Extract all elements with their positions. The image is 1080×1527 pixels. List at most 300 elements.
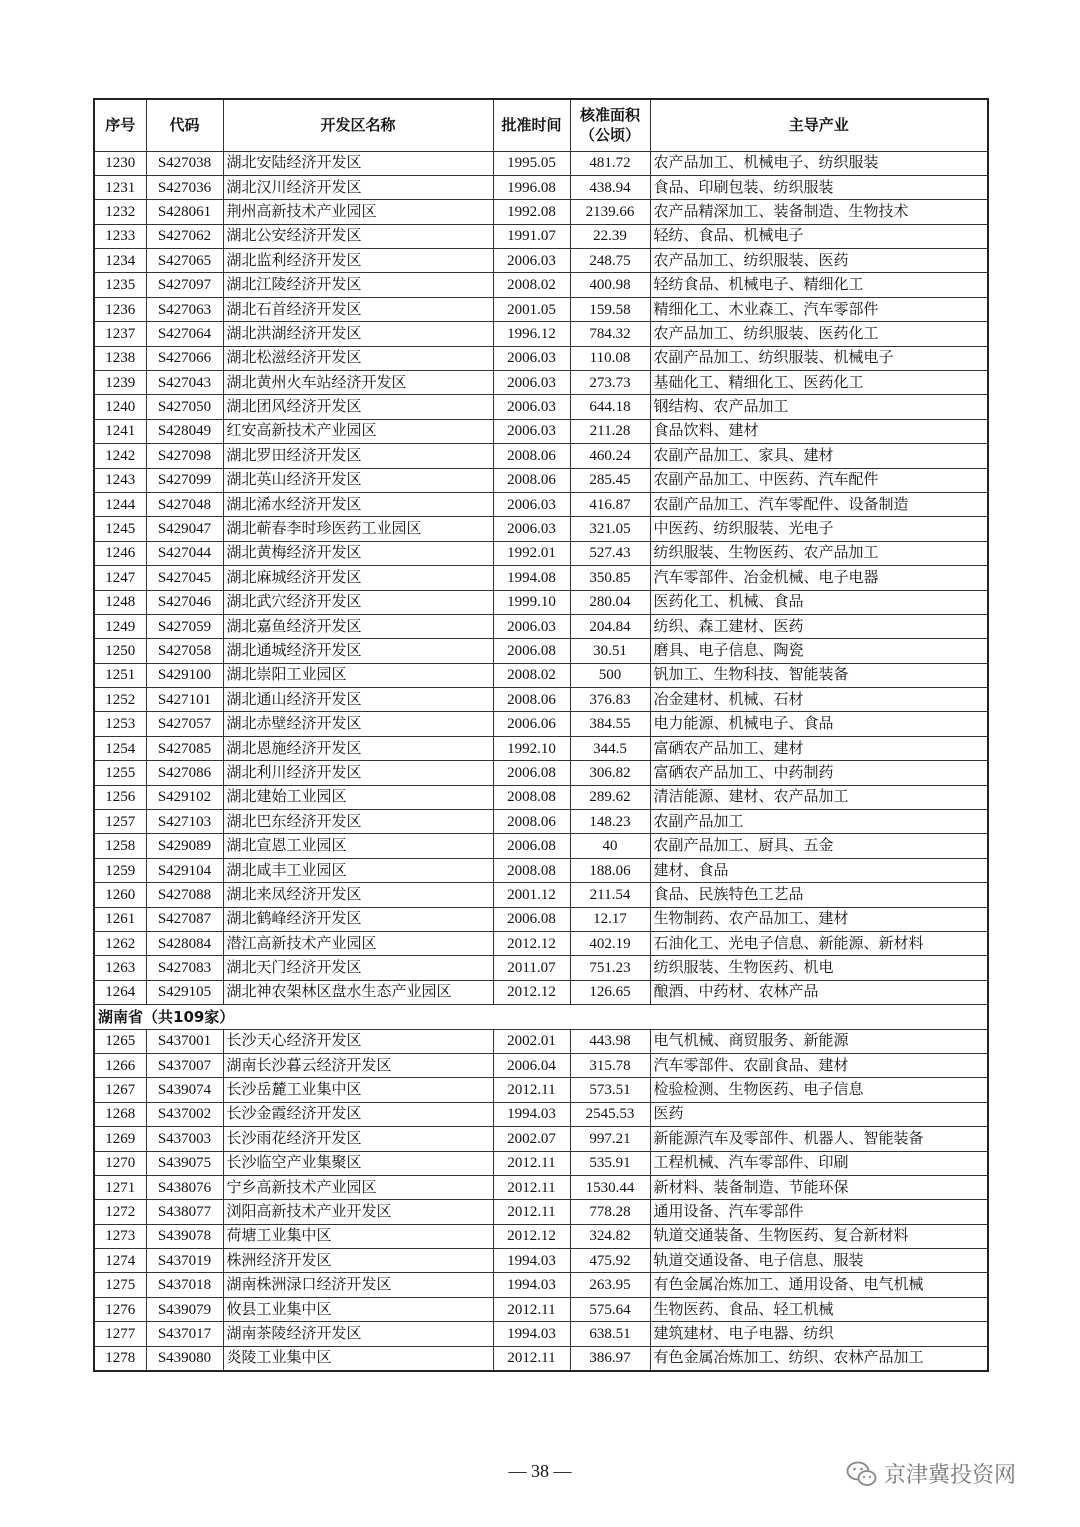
- cell-industry: 基础化工、精细化工、医药化工: [650, 371, 988, 395]
- cell-name: 攸县工业集中区: [223, 1297, 493, 1321]
- header-industry: 主导产业: [650, 99, 988, 151]
- cell-name: 长沙金霞经济开发区: [223, 1102, 493, 1126]
- cell-no: 1252: [94, 688, 146, 712]
- cell-name: 湖北宣恩工业园区: [223, 834, 493, 858]
- header-date: 批准时间: [493, 99, 570, 151]
- cell-area: 1530.44: [570, 1175, 650, 1199]
- cell-no: 1278: [94, 1346, 146, 1370]
- table-row: [94, 1273, 988, 1297]
- table-row: [94, 663, 988, 687]
- cell-code: S427062: [146, 224, 223, 248]
- cell-date: 2001.12: [493, 883, 570, 907]
- cell-area: 402.19: [570, 932, 650, 956]
- cell-name: 宁乡高新技术产业园区: [223, 1175, 493, 1199]
- cell-code: S427036: [146, 175, 223, 199]
- cell-name: 湖北通城经济开发区: [223, 639, 493, 663]
- cell-industry: 通用设备、汽车零部件: [650, 1200, 988, 1224]
- table-row: [94, 541, 988, 565]
- cell-name: 湖北监利经济开发区: [223, 249, 493, 273]
- header-area-line2: （公顷）: [579, 126, 640, 145]
- cell-area: 110.08: [570, 346, 650, 370]
- cell-area: 350.85: [570, 566, 650, 590]
- cell-industry: 石油化工、光电子信息、新能源、新材料: [650, 932, 988, 956]
- table-row: [94, 517, 988, 541]
- cell-industry: 钒加工、生物科技、智能装备: [650, 663, 988, 687]
- cell-name: 湖北浠水经济开发区: [223, 492, 493, 516]
- cell-no: 1243: [94, 468, 146, 492]
- cell-no: 1267: [94, 1078, 146, 1102]
- cell-industry: 检验检测、生物医药、电子信息: [650, 1078, 988, 1102]
- watermark-text: 京津冀投资网: [884, 1463, 1017, 1488]
- cell-industry: 酿酒、中药材、农林产品: [650, 980, 988, 1004]
- cell-code: S427085: [146, 736, 223, 760]
- cell-code: S427064: [146, 322, 223, 346]
- cell-date: 2006.03: [493, 492, 570, 516]
- table-row: [94, 761, 988, 785]
- cell-date: 1992.01: [493, 541, 570, 565]
- cell-date: 2012.11: [493, 1346, 570, 1370]
- cell-no: 1272: [94, 1200, 146, 1224]
- cell-date: 2006.03: [493, 249, 570, 273]
- cell-date: 2012.11: [493, 1297, 570, 1321]
- cell-date: 2002.01: [493, 1029, 570, 1053]
- cell-area: 644.18: [570, 395, 650, 419]
- cell-industry: 农副产品加工、家具、建材: [650, 444, 988, 468]
- cell-no: 1233: [94, 224, 146, 248]
- cell-code: S427043: [146, 371, 223, 395]
- cell-name: 湖北江陵经济开发区: [223, 273, 493, 297]
- cell-name: 长沙岳麓工业集中区: [223, 1078, 493, 1102]
- cell-area: 188.06: [570, 858, 650, 882]
- header-area-line1: 核准面积: [579, 106, 640, 125]
- cell-no: 1232: [94, 200, 146, 224]
- cell-name: 湖北团风经济开发区: [223, 395, 493, 419]
- cell-industry: 食品、民族特色工艺品: [650, 883, 988, 907]
- cell-area: 384.55: [570, 712, 650, 736]
- cell-name: 炎陵工业集中区: [223, 1346, 493, 1370]
- table-row: [94, 932, 988, 956]
- cell-name: 湖北麻城经济开发区: [223, 566, 493, 590]
- cell-name: 湖北恩施经济开发区: [223, 736, 493, 760]
- cell-code: S429047: [146, 517, 223, 541]
- page-number: — 38 —: [508, 1461, 572, 1481]
- table-row: [94, 956, 988, 980]
- cell-code: S429104: [146, 858, 223, 882]
- cell-industry: 富硒农产品加工、建材: [650, 736, 988, 760]
- cell-industry: 清洁能源、建材、农产品加工: [650, 785, 988, 809]
- cell-industry: 轻纺食品、机械电子、精细化工: [650, 273, 988, 297]
- cell-area: 321.05: [570, 517, 650, 541]
- cell-area: 638.51: [570, 1322, 650, 1346]
- header-no: 序号: [94, 99, 146, 151]
- cell-area: 751.23: [570, 956, 650, 980]
- cell-name: 长沙雨花经济开发区: [223, 1127, 493, 1151]
- cell-industry: 电力能源、机械电子、食品: [650, 712, 988, 736]
- cell-area: 575.64: [570, 1297, 650, 1321]
- table-row: [94, 590, 988, 614]
- cell-no: 1258: [94, 834, 146, 858]
- cell-date: 2008.02: [493, 273, 570, 297]
- cell-area: 12.17: [570, 907, 650, 931]
- cell-name: 湖南茶陵经济开发区: [223, 1322, 493, 1346]
- table-row: [94, 1078, 988, 1102]
- cell-area: 324.82: [570, 1224, 650, 1248]
- cell-area: 997.21: [570, 1127, 650, 1151]
- cell-area: 438.94: [570, 175, 650, 199]
- zones-table: [93, 98, 989, 1372]
- cell-code: S427046: [146, 590, 223, 614]
- cell-code: S427048: [146, 492, 223, 516]
- cell-name: 湖北罗田经济开发区: [223, 444, 493, 468]
- cell-date: 2006.04: [493, 1053, 570, 1077]
- cell-area: 2139.66: [570, 200, 650, 224]
- cell-area: 443.98: [570, 1029, 650, 1053]
- table-header-row: [94, 99, 988, 151]
- cell-industry: 有色金属冶炼加工、纺织、农林产品加工: [650, 1346, 988, 1370]
- cell-no: 1249: [94, 614, 146, 638]
- cell-no: 1234: [94, 249, 146, 273]
- cell-name: 湖南长沙暮云经济开发区: [223, 1053, 493, 1077]
- cell-area: 289.62: [570, 785, 650, 809]
- cell-date: 1999.10: [493, 590, 570, 614]
- cell-date: 2006.03: [493, 517, 570, 541]
- cell-code: S427044: [146, 541, 223, 565]
- cell-no: 1247: [94, 566, 146, 590]
- cell-area: 344.5: [570, 736, 650, 760]
- cell-name: 湖北天门经济开发区: [223, 956, 493, 980]
- cell-code: S427099: [146, 468, 223, 492]
- cell-date: 2006.03: [493, 419, 570, 443]
- cell-area: 481.72: [570, 151, 650, 175]
- table-row: [94, 1175, 988, 1199]
- cell-date: 1994.03: [493, 1322, 570, 1346]
- cell-name: 湖北安陆经济开发区: [223, 151, 493, 175]
- cell-no: 1235: [94, 273, 146, 297]
- cell-area: 126.65: [570, 980, 650, 1004]
- table-row: [94, 858, 988, 882]
- cell-code: S438076: [146, 1175, 223, 1199]
- header-code: 代码: [146, 99, 223, 151]
- cell-area: 573.51: [570, 1078, 650, 1102]
- cell-name: 湖北松滋经济开发区: [223, 346, 493, 370]
- cell-no: 1271: [94, 1175, 146, 1199]
- cell-no: 1240: [94, 395, 146, 419]
- table-row: [94, 249, 988, 273]
- cell-industry: 汽车零部件、冶金机械、电子电器: [650, 566, 988, 590]
- cell-industry: 新材料、装备制造、节能环保: [650, 1175, 988, 1199]
- header-area: [570, 99, 650, 151]
- cell-area: 2545.53: [570, 1102, 650, 1126]
- cell-area: 376.83: [570, 688, 650, 712]
- cell-date: 2012.11: [493, 1200, 570, 1224]
- cell-code: S427066: [146, 346, 223, 370]
- table-row: [94, 371, 988, 395]
- cell-date: 1995.05: [493, 151, 570, 175]
- cell-industry: 农产品加工、纺织服装、医药: [650, 249, 988, 273]
- cell-date: 2006.03: [493, 614, 570, 638]
- cell-date: 2006.06: [493, 712, 570, 736]
- cell-industry: 汽车零部件、农副食品、建材: [650, 1053, 988, 1077]
- table-row: [94, 614, 988, 638]
- table-row: [94, 1322, 988, 1346]
- cell-name: 湖北建始工业园区: [223, 785, 493, 809]
- cell-code: S437018: [146, 1273, 223, 1297]
- cell-industry: 轻纺、食品、机械电子: [650, 224, 988, 248]
- cell-area: 22.39: [570, 224, 650, 248]
- cell-code: S427087: [146, 907, 223, 931]
- table-row: [94, 566, 988, 590]
- table-row: [94, 151, 988, 175]
- cell-date: 1991.07: [493, 224, 570, 248]
- cell-industry: 建筑建材、电子电器、纺织: [650, 1322, 988, 1346]
- cell-area: 159.58: [570, 297, 650, 321]
- table-row: [94, 712, 988, 736]
- cell-area: 386.97: [570, 1346, 650, 1370]
- cell-code: S428061: [146, 200, 223, 224]
- cell-date: 2008.02: [493, 663, 570, 687]
- cell-date: 1994.03: [493, 1102, 570, 1126]
- cell-date: 2006.03: [493, 371, 570, 395]
- cell-industry: 建材、食品: [650, 858, 988, 882]
- cell-name: 湖南株洲渌口经济开发区: [223, 1273, 493, 1297]
- cell-date: 1992.08: [493, 200, 570, 224]
- cell-industry: 农副产品加工、厨具、五金: [650, 834, 988, 858]
- cell-name: 湖北蕲春李时珍医药工业园区: [223, 517, 493, 541]
- cell-name: 湖北洪湖经济开发区: [223, 322, 493, 346]
- wechat-icon: [846, 1460, 878, 1488]
- cell-industry: 电气机械、商贸服务、新能源: [650, 1029, 988, 1053]
- cell-code: S427098: [146, 444, 223, 468]
- cell-name: 株洲经济开发区: [223, 1249, 493, 1273]
- cell-date: 2002.07: [493, 1127, 570, 1151]
- cell-name: 湖北石首经济开发区: [223, 297, 493, 321]
- table-row: [94, 785, 988, 809]
- cell-industry: 生物医药、食品、轻工机械: [650, 1297, 988, 1321]
- cell-area: 778.28: [570, 1200, 650, 1224]
- cell-date: 1994.08: [493, 566, 570, 590]
- cell-industry: 钢结构、农产品加工: [650, 395, 988, 419]
- cell-name: 湖北黄州火车站经济开发区: [223, 371, 493, 395]
- cell-name: 湖北通山经济开发区: [223, 688, 493, 712]
- cell-name: 湖北巴东经济开发区: [223, 810, 493, 834]
- cell-industry: 中医药、纺织服装、光电子: [650, 517, 988, 541]
- cell-no: 1250: [94, 639, 146, 663]
- cell-area: 263.95: [570, 1273, 650, 1297]
- cell-no: 1262: [94, 932, 146, 956]
- table-row: [94, 492, 988, 516]
- cell-no: 1255: [94, 761, 146, 785]
- cell-industry: 磨具、电子信息、陶瓷: [650, 639, 988, 663]
- cell-industry: 农产品加工、机械电子、纺织服装: [650, 151, 988, 175]
- table-body-hubei: [94, 151, 988, 1005]
- cell-no: 1238: [94, 346, 146, 370]
- cell-date: 2012.11: [493, 1151, 570, 1175]
- cell-code: S439074: [146, 1078, 223, 1102]
- cell-no: 1261: [94, 907, 146, 931]
- cell-name: 湖北汉川经济开发区: [223, 175, 493, 199]
- cell-code: S438077: [146, 1200, 223, 1224]
- cell-code: S439079: [146, 1297, 223, 1321]
- table-row: [94, 1249, 988, 1273]
- cell-date: 2006.03: [493, 346, 570, 370]
- cell-no: 1259: [94, 858, 146, 882]
- cell-area: 211.54: [570, 883, 650, 907]
- cell-name: 湖北咸丰工业园区: [223, 858, 493, 882]
- cell-industry: 精细化工、木业森工、汽车零部件: [650, 297, 988, 321]
- cell-area: 280.04: [570, 590, 650, 614]
- cell-no: 1260: [94, 883, 146, 907]
- cell-name: 湖北崇阳工业园区: [223, 663, 493, 687]
- table-row: [94, 1346, 988, 1370]
- cell-name: 荆州高新技术产业园区: [223, 200, 493, 224]
- table-row: [94, 224, 988, 248]
- cell-code: S439075: [146, 1151, 223, 1175]
- cell-industry: 医药: [650, 1102, 988, 1126]
- cell-no: 1231: [94, 175, 146, 199]
- section-hunan: [94, 1005, 988, 1029]
- cell-name: 湖北神农架林区盘水生态产业园区: [223, 980, 493, 1004]
- table-row: [94, 297, 988, 321]
- cell-area: 416.87: [570, 492, 650, 516]
- cell-industry: 纺织服装、生物医药、农产品加工: [650, 541, 988, 565]
- cell-area: 784.32: [570, 322, 650, 346]
- cell-date: 2008.08: [493, 785, 570, 809]
- table-row: [94, 419, 988, 443]
- cell-code: S429105: [146, 980, 223, 1004]
- cell-code: S427057: [146, 712, 223, 736]
- cell-industry: 纺织服装、生物医药、机电: [650, 956, 988, 980]
- table-row: [94, 1151, 988, 1175]
- cell-industry: 冶金建材、机械、石材: [650, 688, 988, 712]
- cell-date: 1994.03: [493, 1273, 570, 1297]
- cell-code: S429102: [146, 785, 223, 809]
- cell-name: 湖北嘉鱼经济开发区: [223, 614, 493, 638]
- table-row: [94, 175, 988, 199]
- cell-industry: 工程机械、汽车零部件、印刷: [650, 1151, 988, 1175]
- cell-no: 1274: [94, 1249, 146, 1273]
- table-row: [94, 1053, 988, 1077]
- cell-date: 2008.06: [493, 468, 570, 492]
- cell-no: 1276: [94, 1297, 146, 1321]
- cell-code: S427050: [146, 395, 223, 419]
- cell-code: S427065: [146, 249, 223, 273]
- cell-area: 204.84: [570, 614, 650, 638]
- cell-code: S427038: [146, 151, 223, 175]
- table-row: [94, 346, 988, 370]
- table-row: [94, 834, 988, 858]
- cell-code: S439080: [146, 1346, 223, 1370]
- cell-name: 潜江高新技术产业园区: [223, 932, 493, 956]
- cell-area: 273.73: [570, 371, 650, 395]
- cell-date: 2006.08: [493, 834, 570, 858]
- table-row: [94, 273, 988, 297]
- table-row: [94, 907, 988, 931]
- table-row: [94, 322, 988, 346]
- cell-no: 1242: [94, 444, 146, 468]
- cell-code: S427103: [146, 810, 223, 834]
- cell-no: 1277: [94, 1322, 146, 1346]
- cell-code: S427063: [146, 297, 223, 321]
- cell-area: 475.92: [570, 1249, 650, 1273]
- cell-no: 1257: [94, 810, 146, 834]
- cell-industry: 生物制药、农产品加工、建材: [650, 907, 988, 931]
- table-row: [94, 1029, 988, 1053]
- table-row: [94, 395, 988, 419]
- table-row: [94, 444, 988, 468]
- cell-industry: 农副产品加工、纺织服装、机械电子: [650, 346, 988, 370]
- cell-no: 1245: [94, 517, 146, 541]
- table-row: [94, 736, 988, 760]
- cell-no: 1256: [94, 785, 146, 809]
- cell-date: 2006.08: [493, 639, 570, 663]
- cell-date: 2006.08: [493, 907, 570, 931]
- cell-no: 1264: [94, 980, 146, 1004]
- cell-name: 湖北武穴经济开发区: [223, 590, 493, 614]
- cell-code: S437007: [146, 1053, 223, 1077]
- cell-code: S427058: [146, 639, 223, 663]
- cell-area: 535.91: [570, 1151, 650, 1175]
- cell-no: 1266: [94, 1053, 146, 1077]
- table-row: [94, 468, 988, 492]
- cell-date: 2012.12: [493, 932, 570, 956]
- table-row: [94, 980, 988, 1004]
- cell-industry: 农产品精深加工、装备制造、生物技术: [650, 200, 988, 224]
- cell-name: 湖北来凤经济开发区: [223, 883, 493, 907]
- cell-area: 400.98: [570, 273, 650, 297]
- cell-date: 2008.06: [493, 444, 570, 468]
- cell-name: 湖北公安经济开发区: [223, 224, 493, 248]
- table-row: [94, 688, 988, 712]
- cell-code: S429089: [146, 834, 223, 858]
- cell-code: S427045: [146, 566, 223, 590]
- cell-industry: 农副产品加工、汽车零配件、设备制造: [650, 492, 988, 516]
- table-body-hunan: [94, 1029, 988, 1370]
- cell-date: 2011.07: [493, 956, 570, 980]
- cell-code: S427101: [146, 688, 223, 712]
- cell-name: 荷塘工业集中区: [223, 1224, 493, 1248]
- cell-date: 2012.12: [493, 980, 570, 1004]
- cell-code: S437017: [146, 1322, 223, 1346]
- cell-industry: 轨道交通装备、生物医药、复合新材料: [650, 1224, 988, 1248]
- cell-code: S428084: [146, 932, 223, 956]
- cell-code: S427088: [146, 883, 223, 907]
- cell-code: S427059: [146, 614, 223, 638]
- cell-no: 1239: [94, 371, 146, 395]
- cell-name: 长沙临空产业集聚区: [223, 1151, 493, 1175]
- cell-no: 1253: [94, 712, 146, 736]
- cell-area: 315.78: [570, 1053, 650, 1077]
- cell-industry: 有色金属冶炼加工、通用设备、电气机械: [650, 1273, 988, 1297]
- cell-date: 2012.12: [493, 1224, 570, 1248]
- cell-area: 248.75: [570, 249, 650, 273]
- table-row: [94, 1297, 988, 1321]
- cell-no: 1265: [94, 1029, 146, 1053]
- cell-name: 湖北英山经济开发区: [223, 468, 493, 492]
- cell-no: 1237: [94, 322, 146, 346]
- cell-code: S439078: [146, 1224, 223, 1248]
- cell-no: 1275: [94, 1273, 146, 1297]
- cell-date: 2008.08: [493, 858, 570, 882]
- cell-no: 1251: [94, 663, 146, 687]
- cell-code: S437002: [146, 1102, 223, 1126]
- table-row: [94, 810, 988, 834]
- cell-area: 30.51: [570, 639, 650, 663]
- cell-area: 306.82: [570, 761, 650, 785]
- cell-no: 1246: [94, 541, 146, 565]
- cell-date: 2008.06: [493, 810, 570, 834]
- cell-name: 湖北黄梅经济开发区: [223, 541, 493, 565]
- cell-industry: 农副产品加工: [650, 810, 988, 834]
